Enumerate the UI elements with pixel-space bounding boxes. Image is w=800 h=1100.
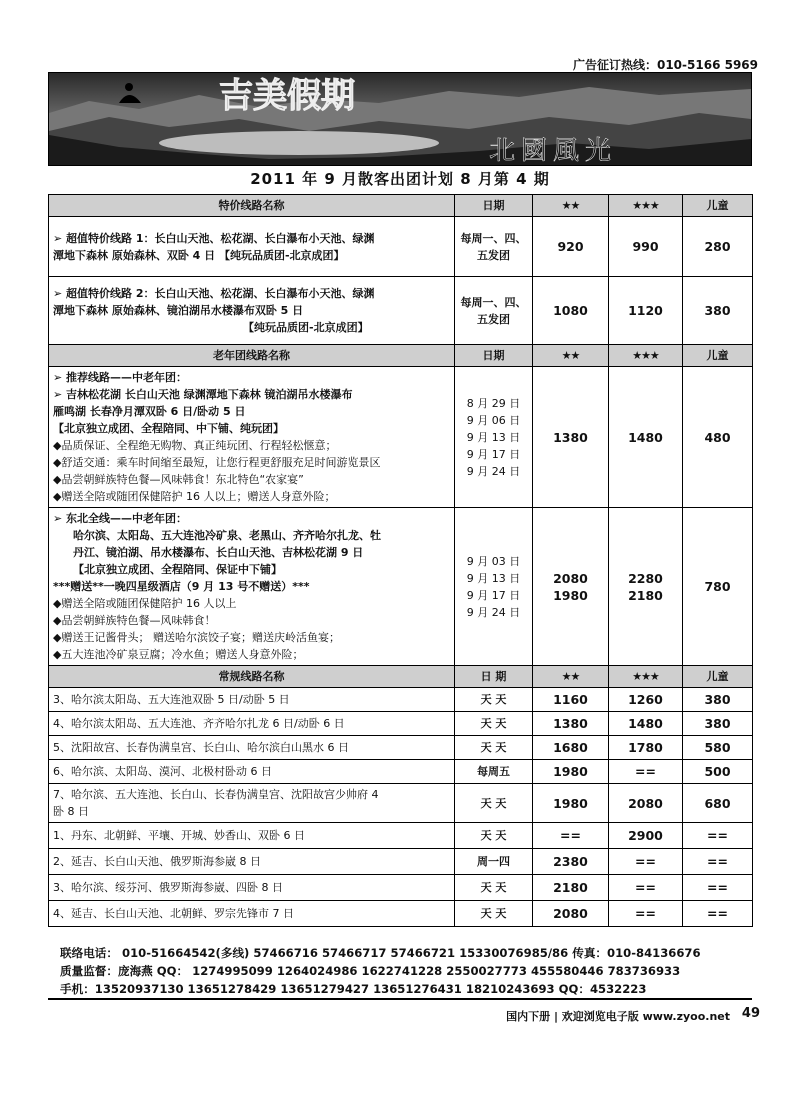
price-child: 480 (683, 367, 753, 508)
route-name: 7、哈尔滨、五大连池、长白山、长春伪满皇宫、沈阳故宫少帅府 4 卧 8 日 (49, 784, 455, 823)
contact-qq: 质量监督：庞海燕 QQ： 1274995099 1264024986 1622741228 2550027773 455580446 783736933 (60, 964, 681, 978)
itinerary-table (48, 194, 753, 927)
departure-dates: 9 月 03 日 9 月 13 日 9 月 17 日 9 月 24 日 (455, 508, 533, 666)
route-name: 2、延吉、长白山天池、俄罗斯海参崴 8 日 (49, 849, 455, 875)
senior-header-child: 儿童 (683, 345, 753, 367)
price-two-star: 2080 1980 (533, 508, 609, 666)
departure-days: 天 天 (455, 712, 533, 736)
departure-days: 天 天 (455, 688, 533, 712)
special-header-three-star: ★★★ (609, 195, 683, 217)
route-name: 5、沈阳故宫、长春伪满皇宫、长白山、哈尔滨白山黑水 6 日 (49, 736, 455, 760)
price-three-star: 1480 (609, 367, 683, 508)
route-name: 3、哈尔滨太阳岛、五大连池双卧 5 日/动卧 5 日 (49, 688, 455, 712)
price-two-star: 2180 (533, 875, 609, 901)
table-row (49, 277, 753, 345)
price-two-star: 1980 (533, 760, 609, 784)
contact-mobile: 手机：13520937130 13651278429 13651279427 13651276431 18210243693 QQ：4532223 (60, 982, 647, 996)
departure-days: 天 天 (455, 823, 533, 849)
price-child: == (683, 901, 753, 927)
special-header-two-star: ★★ (533, 195, 609, 217)
table-row (49, 823, 753, 849)
price-child: == (683, 849, 753, 875)
footer-divider (48, 998, 752, 1000)
price-three-star: == (609, 760, 683, 784)
route-name: 4、哈尔滨太阳岛、五大连池、齐齐哈尔扎龙 6 日/动卧 6 日 (49, 712, 455, 736)
price-three-star: == (609, 849, 683, 875)
price-child: 500 (683, 760, 753, 784)
contact-phone: 联络电话： 010-51664542(多线) 57466716 57466717 57466721 15330076985/86 传真：010-84136676 (60, 946, 701, 960)
senior-header-date: 日期 (455, 345, 533, 367)
departure-days: 天 天 (455, 784, 533, 823)
price-two-star: 1380 (533, 712, 609, 736)
brand-logo-text: 吉美假期 (219, 76, 355, 116)
price-two-star: == (533, 823, 609, 849)
price-three-star: 1120 (609, 277, 683, 345)
route-description: ➢ 超值特价线路 1：长白山天池、松花湖、长白瀑布小天池、绿渊 潭地下森林 原始森林、双卧 4 日 【纯玩品质团-北京成团】 (49, 217, 455, 277)
footer-note: 国内下册 | 欢迎浏览电子版 www.zyoo.net (506, 1010, 730, 1023)
route-description: ➢ 推荐线路——中老年团： ➢ 吉林松花湖 长白山天池 绿渊潭地下森林 镜泊湖吊水楼瀑布 雁鸣湖 长春净月潭双卧 6 日/卧动 5 日 【北京独立成团、全程陪同、中下铺、纯玩团】 ◆品质保证、全程绝无购物、真正纯玩团、行程轻松惬意； ◆舒适交通：乘车时间缩至最短，让您行程更舒服充足时间游览景区 ◆品尝朝鲜族特色餐—风味韩食！东北特色“农家宴” ◆赠送全陪或随团保健陪护 16 人以上；赠送人身意外险； (49, 367, 455, 508)
senior-header-two-star: ★★ (533, 345, 609, 367)
departure-days: 天 天 (455, 875, 533, 901)
table-row (49, 784, 753, 823)
price-child: 580 (683, 736, 753, 760)
price-two-star: 1680 (533, 736, 609, 760)
price-two-star: 1160 (533, 688, 609, 712)
price-three-star: 2080 (609, 784, 683, 823)
page-number: 49 (741, 1006, 760, 1021)
special-header-child: 儿童 (683, 195, 753, 217)
price-two-star: 1980 (533, 784, 609, 823)
regular-header-three-star: ★★★ (609, 666, 683, 688)
price-child: 280 (683, 217, 753, 277)
table-row (49, 875, 753, 901)
slogan-text: 北國風光 (489, 136, 618, 165)
departure-days: 天 天 (455, 901, 533, 927)
contact-info (60, 944, 750, 998)
table-row (49, 217, 753, 277)
route-name: 3、哈尔滨、绥芬河、俄罗斯海参崴、四卧 8 日 (49, 875, 455, 901)
price-two-star: 1380 (533, 367, 609, 508)
price-two-star: 2080 (533, 901, 609, 927)
table-row (49, 688, 753, 712)
ad-hotline: 广告征订热线：010-5166 5969 (572, 58, 758, 72)
special-header-title: 特价线路名称 (49, 195, 455, 217)
price-three-star: 2280 2180 (609, 508, 683, 666)
price-three-star: 1480 (609, 712, 683, 736)
price-child: 380 (683, 688, 753, 712)
price-three-star: 1780 (609, 736, 683, 760)
senior-header-row (49, 345, 753, 367)
special-header-row (49, 195, 753, 217)
regular-header-child: 儿童 (683, 666, 753, 688)
table-row (49, 712, 753, 736)
price-child: 380 (683, 277, 753, 345)
departure-days: 天 天 (455, 736, 533, 760)
price-child: == (683, 875, 753, 901)
route-name: 6、哈尔滨、太阳岛、漠河、北极村卧动 6 日 (49, 760, 455, 784)
price-two-star: 2380 (533, 849, 609, 875)
mountain-landscape-image (49, 73, 751, 165)
route-description: ➢ 东北全线——中老年团： 哈尔滨、太阳岛、五大连池冷矿泉、老黑山、齐齐哈尔扎龙、牡 丹江、镜泊湖、吊水楼瀑布、长白山天池、吉林松花湖 9 日 【北京独立成团、全程陪同、保证中下铺】 ***赠送**一晚四星级酒店（9 月 13 号不赠送）*** ◆赠送全陪或随团保健陪护 16 人以上 ◆品尝朝鲜族特色餐—风味韩食！ ◆赠送王记酱骨头； 赠送哈尔滨饺子宴；赠送庆岭活鱼宴； ◆五大连池冷矿泉豆腐；冷水鱼；赠送人身意外险； (49, 508, 455, 666)
price-three-star: == (609, 901, 683, 927)
price-child: == (683, 823, 753, 849)
special-header-date: 日期 (455, 195, 533, 217)
table-row (49, 760, 753, 784)
table-row (49, 367, 753, 508)
table-row (49, 736, 753, 760)
price-three-star: == (609, 875, 683, 901)
senior-header-title: 老年团线路名称 (49, 345, 455, 367)
regular-header-row (49, 666, 753, 688)
price-child: 680 (683, 784, 753, 823)
senior-header-three-star: ★★★ (609, 345, 683, 367)
table-row (49, 508, 753, 666)
price-child: 780 (683, 508, 753, 666)
price-two-star: 1080 (533, 277, 609, 345)
table-row (49, 849, 753, 875)
regular-header-title: 常规线路名称 (49, 666, 455, 688)
price-two-star: 920 (533, 217, 609, 277)
regular-header-date: 日 期 (455, 666, 533, 688)
departure-days: 每周一、四、 五发团 (455, 217, 533, 277)
price-three-star: 990 (609, 217, 683, 277)
route-name: 1、丹东、北朝鲜、平壤、开城、妙香山、双卧 6 日 (49, 823, 455, 849)
table-row (49, 901, 753, 927)
route-name: 4、延吉、长白山天池、北朝鲜、罗宗先锋市 7 日 (49, 901, 455, 927)
route-description: ➢ 超值特价线路 2：长白山天池、松花湖、长白瀑布小天池、绿渊 潭地下森林 原始森林、镜泊湖吊水楼瀑布双卧 5 日 【纯玩品质团-北京成团】 (49, 277, 455, 345)
price-three-star: 1260 (609, 688, 683, 712)
regular-header-two-star: ★★ (533, 666, 609, 688)
banner-image (48, 72, 752, 166)
price-three-star: 2900 (609, 823, 683, 849)
departure-dates: 8 月 29 日 9 月 06 日 9 月 13 日 9 月 17 日 9 月 24 日 (455, 367, 533, 508)
price-child: 380 (683, 712, 753, 736)
departure-days: 每周五 (455, 760, 533, 784)
plan-title: 2011 年 9 月散客出团计划 8 月第 4 期 (250, 170, 550, 188)
departure-days: 周一四 (455, 849, 533, 875)
departure-days: 每周一、四、 五发团 (455, 277, 533, 345)
